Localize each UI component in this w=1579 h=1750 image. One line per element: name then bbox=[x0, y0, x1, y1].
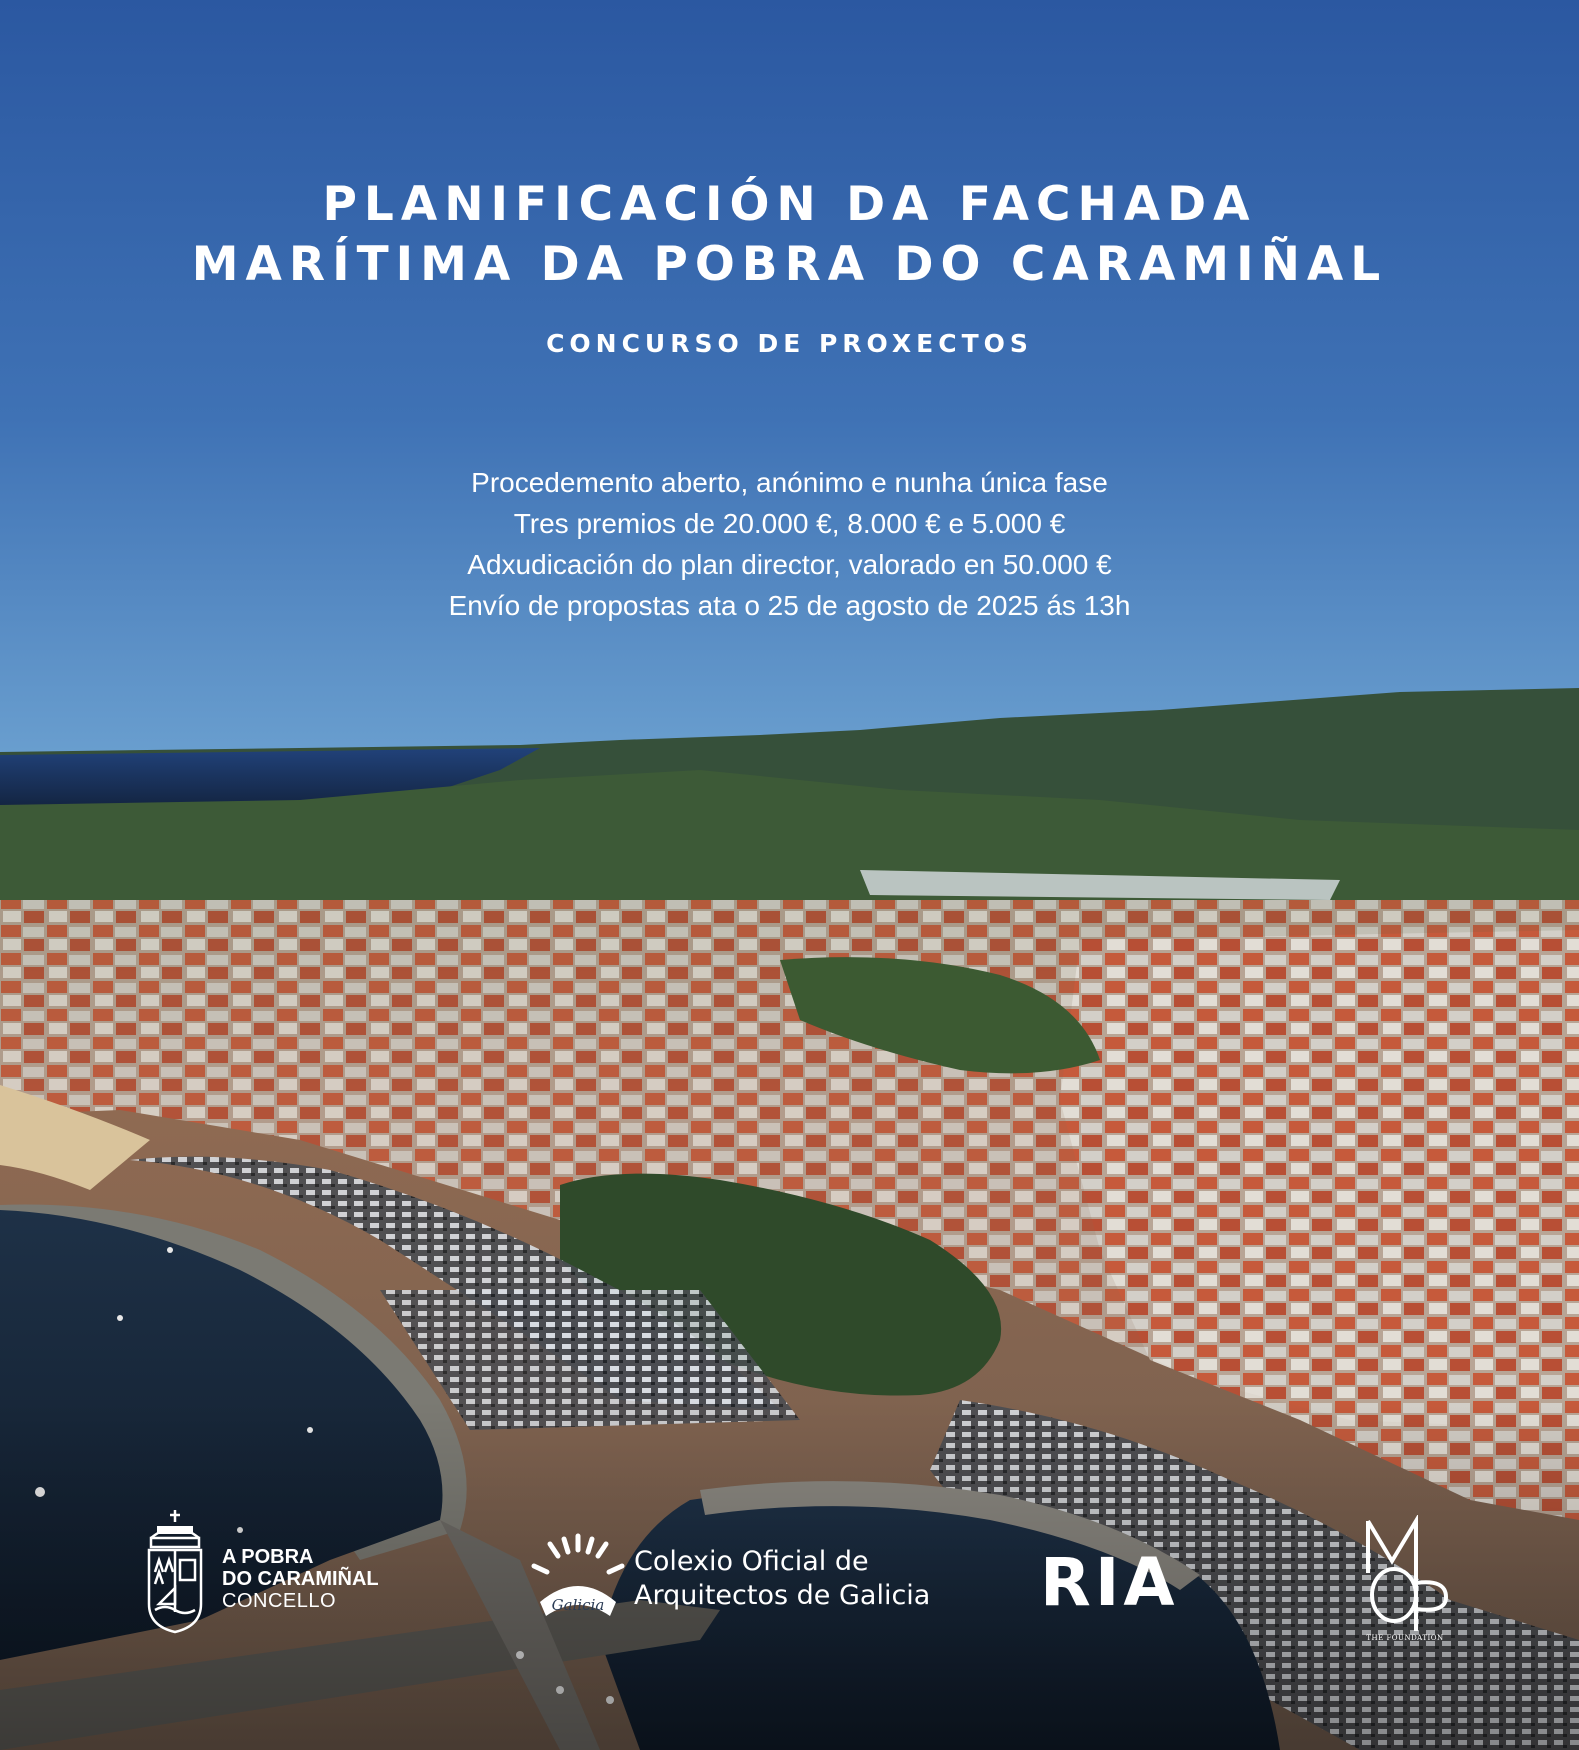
monogram-icon bbox=[1350, 1515, 1460, 1633]
detail-procedure: Procedemento aberto, anónimo e nunha única fase bbox=[471, 467, 1108, 498]
coag-name-line-1: Colexio Oficial de bbox=[634, 1546, 869, 1577]
ria-logo: RIA bbox=[1040, 1544, 1179, 1621]
detail-prizes: Tres premios de 20.000 €, 8.000 € e 5.000 € bbox=[513, 508, 1066, 539]
foundation-caption: THE FOUNDATION bbox=[1366, 1634, 1444, 1642]
detail-award: Adxudicación do plan director, valorado en 50.000 € bbox=[467, 549, 1112, 580]
coag-logo bbox=[528, 1530, 938, 1635]
sun-emblem-icon bbox=[528, 1530, 628, 1630]
emblem-text: Galicia bbox=[551, 1596, 605, 1614]
concello-name-line-1: A POBRA bbox=[222, 1546, 314, 1568]
foundation-logo bbox=[1350, 1515, 1460, 1645]
concello-logo bbox=[143, 1508, 413, 1636]
detail-deadline: Envío de propostas ata o 25 de agosto de 2025 ás 13h bbox=[448, 590, 1131, 621]
competition-details bbox=[0, 462, 1579, 626]
title-line-1: PLANIFICACIÓN DA FACHADA bbox=[322, 177, 1257, 232]
coag-name-line-2: Arquitectos de Galicia bbox=[634, 1580, 931, 1611]
concello-name-line-2: DO CARAMIÑAL bbox=[222, 1568, 379, 1590]
subtitle: CONCURSO DE PROXECTOS bbox=[546, 329, 1033, 358]
concello-label: CONCELLO bbox=[222, 1590, 337, 1612]
title-block bbox=[0, 175, 1579, 358]
coat-of-arms-icon bbox=[143, 1508, 207, 1636]
title-line-2: MARÍTIMA DA POBRA DO CARAMIÑAL bbox=[191, 237, 1388, 292]
